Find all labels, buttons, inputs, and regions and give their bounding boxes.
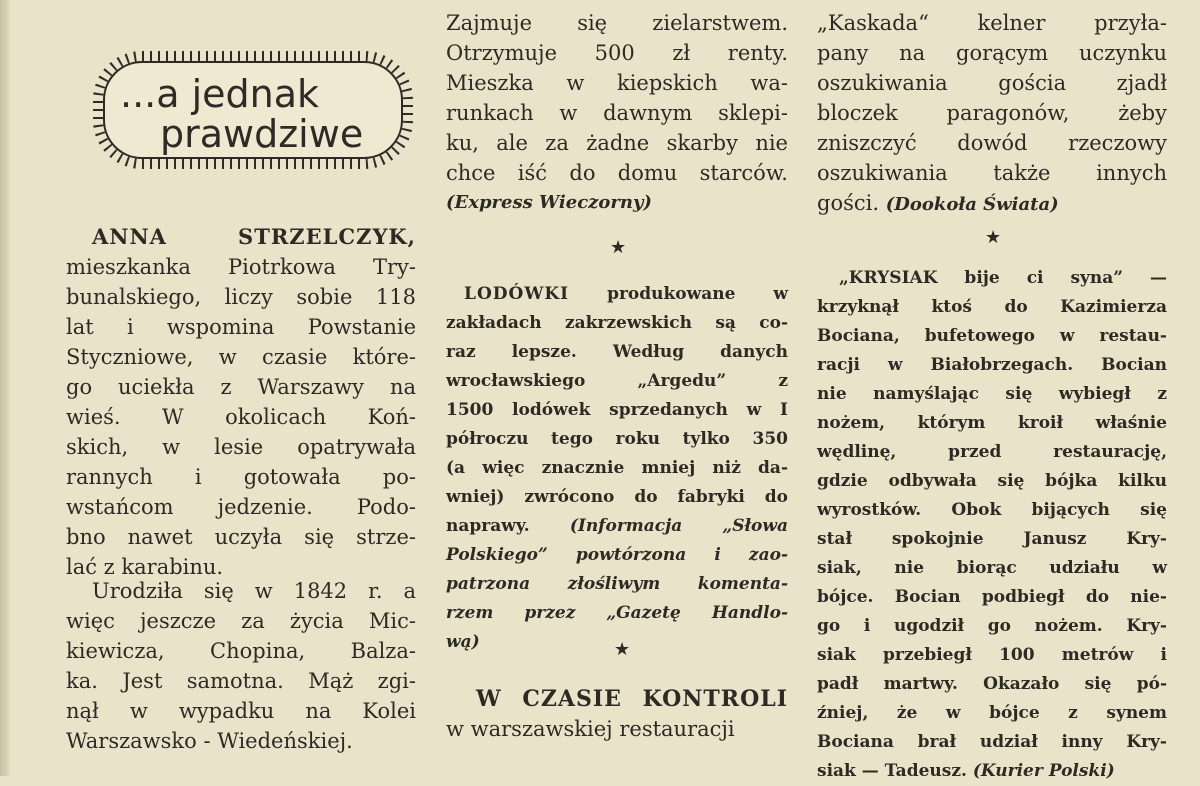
article-line: Warszawsko - Wiedeńskiej. [66, 729, 353, 753]
separator-star: ★ [614, 639, 631, 660]
article-line: źniej, że w bójce z synem [817, 703, 1167, 723]
article-line: wrocławskiego „Argedu” z [446, 371, 788, 391]
article-line: wniej) zwrócono do fabryki do [446, 487, 788, 507]
source-citation: (Dookoła Świata) [885, 194, 1059, 215]
article-line: Bociana brał udział inny Kry- [817, 732, 1167, 752]
source-citation-line: wą) [446, 632, 480, 652]
article-line: nie namyślając się wybiegł z [817, 384, 1167, 404]
article-lead: ANNA STRZELCZYK, [92, 224, 416, 249]
article-line: chce iść do domu starców. [446, 161, 788, 185]
article-lodowki [446, 280, 788, 657]
article-line: gdzie odbywała się bójka kilku [817, 471, 1167, 491]
article-line-mixed: naprawy. (Informacja „Słowa [446, 516, 788, 536]
article-line: wieś. W okolicach Koń- [66, 405, 416, 429]
article-lead: LODÓWKI [464, 284, 570, 304]
article-lead-line: LODÓWKI produkowane w [464, 284, 788, 304]
article-strzelczyk [66, 222, 416, 582]
article-line: go i ugodził go nożem. Kry- [817, 616, 1167, 636]
article-line: bno nawet uczyła się strze- [66, 525, 416, 549]
article-line: w warszawskiej restauracji [446, 717, 735, 741]
article-line: nożem, którym kroił właśnie [817, 413, 1167, 433]
article-line: ka. Jest samotna. Mąż zgi- [66, 669, 416, 693]
article-line: „Kaskada“ kelner przyła- [817, 11, 1167, 35]
article-line: Bociana, bufetowego w restau- [817, 326, 1167, 346]
article-line: mieszkanka Piotrkowa Try- [66, 255, 416, 279]
article-line: pany na gorącym uczynku [817, 41, 1167, 65]
article-line: bunalskiego, liczy sobie 118 [66, 285, 416, 309]
article-line: bójce. Bocian podbiegł do nie- [817, 587, 1167, 607]
article-line: oszukiwania także innych [817, 161, 1167, 185]
article-strzelczyk-end [446, 8, 788, 218]
article-line: siak przebiegł 100 metrów i [817, 645, 1167, 665]
article-kaskada [817, 8, 1167, 218]
logo-text-line1: ...a jednak [120, 72, 320, 116]
article-krysiak [817, 264, 1167, 786]
article-line: rannych i gotowała po- [66, 465, 416, 489]
source-citation-line: patrzona złośliwym komenta- [446, 574, 788, 594]
article-line: stał spokojnie Janusz Kry- [817, 529, 1167, 549]
article-line: więc jeszcze za życia Mic- [66, 609, 416, 633]
column-3 [817, 0, 1167, 781]
article-line: Otrzymuje 500 zł renty. [446, 41, 788, 65]
article-line: (a więc znacznie mniej niż da- [446, 458, 788, 478]
column-2 [446, 0, 788, 776]
article-line: zniszczyć dowód rzeczowy [817, 131, 1167, 155]
article-line: kiewicza, Chopina, Balza- [66, 639, 416, 663]
article-lead: W CZASIE KONTROLI [476, 686, 788, 712]
article-line: Mieszka w kiepskich wa- [446, 71, 788, 95]
article-line: nął w wypadku na Kolei [66, 699, 416, 723]
source-citation: (Express Wieczorny) [446, 192, 652, 213]
separator-star: ★ [985, 227, 1002, 248]
article-line: oszukiwania gościa zjadł [817, 71, 1167, 95]
logo-text-line2: prawdziwe [160, 112, 364, 156]
article-line: padł martwy. Okazało się pó- [817, 674, 1167, 694]
article-line: zakładach zakrzewskich są co- [446, 313, 788, 333]
article-line: go uciekła z Warszawy na [66, 375, 416, 399]
article-line: skich, w lesie opatrywała [66, 435, 416, 459]
article-line: bloczek paragonów, żeby [817, 101, 1167, 125]
article-line: runkach w dawnym sklepi- [446, 101, 788, 125]
article-line-mixed: siak — Tadeusz. (Kurier Polski) [817, 761, 1115, 781]
source-citation-line: rzem przez „Gazetę Handlo- [446, 603, 788, 623]
article-line: Urodziła się w 1842 r. a [92, 579, 416, 603]
article-kontroli [446, 684, 788, 744]
article-line: wstańcom jedzenie. Podo- [66, 495, 416, 519]
source-citation-line: Polskiego” powtórzona i zao- [446, 545, 788, 565]
article-strzelczyk-cont [66, 576, 416, 756]
article-line: krzyknął ktoś do Kazimierza [817, 297, 1167, 317]
column-1 [66, 0, 416, 776]
article-line: raz lepsze. Według danych [446, 342, 788, 362]
article-line: lat i wspomina Powstanie [66, 315, 416, 339]
separator-star: ★ [610, 237, 627, 258]
article-line: Zajmuje się zielarstwem. [446, 11, 788, 35]
article-line: wyrostków. Obok bijących się [817, 500, 1167, 520]
source-citation: (Kurier Polski) [972, 761, 1115, 781]
page-fold-shadow [0, 0, 10, 776]
article-line: wędlinę, przed restaurację, [817, 442, 1167, 462]
article-line: siak, nie biorąc udziału w [817, 558, 1167, 578]
article-line: lać z karabinu. [66, 555, 224, 579]
article-line-mixed: gości. (Dookoła Świata) [817, 191, 1059, 215]
article-line: ku, ale za żadne skarby nie [446, 131, 788, 155]
article-lead: „KRYSIAK bije ci syna” — [839, 268, 1167, 288]
article-line: racji w Białobrzegach. Bocian [817, 355, 1167, 375]
article-line: półroczu tego roku tylko 350 [446, 429, 788, 449]
article-line: 1500 lodówek sprzedanych w I [446, 400, 788, 420]
article-line: Styczniowe, w czasie które- [66, 345, 416, 369]
